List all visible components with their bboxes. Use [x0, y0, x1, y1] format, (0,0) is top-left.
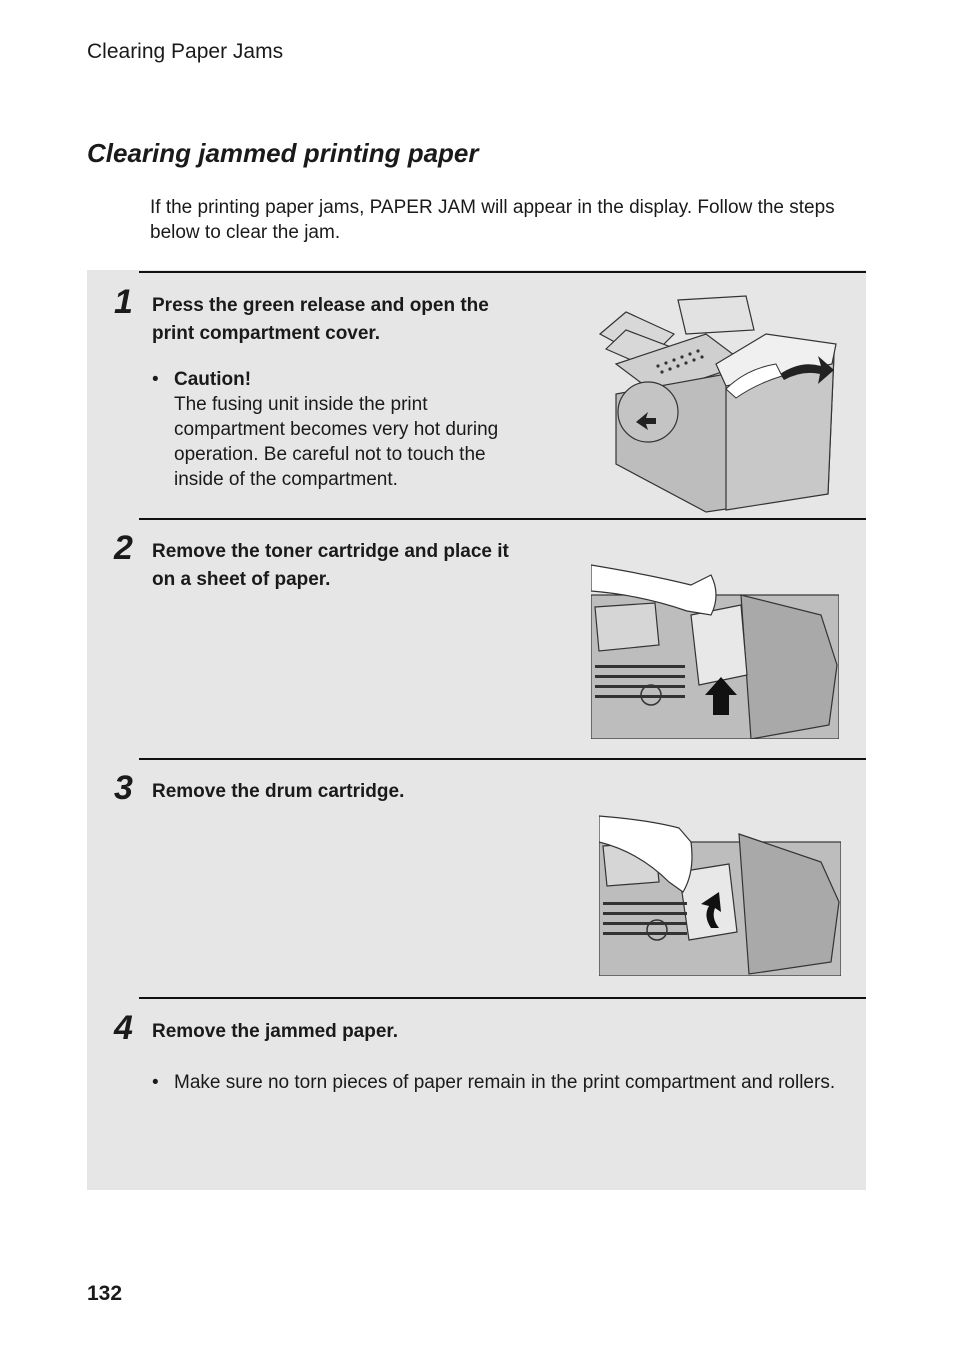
- caution-text: The fusing unit inside the print compartment becomes very hot during operation. Be careful not to touch the inside of the compartment.: [174, 394, 499, 490]
- step-4-rule: [139, 997, 866, 999]
- step-3-rule: [139, 758, 866, 760]
- step-4-bullet-text: Make sure no torn pieces of paper remain in the print compartment and rollers.: [174, 1072, 836, 1093]
- section-header: Clearing Paper Jams: [87, 40, 284, 63]
- caution-label: Caution!: [174, 369, 252, 390]
- step-4-number: 4: [114, 1009, 133, 1047]
- remove-drum-illustration: [599, 812, 841, 976]
- page-number: 132: [87, 1282, 123, 1305]
- remove-toner-illustration: [591, 555, 839, 739]
- step-2-title: Remove the toner cartridge and place it on a sheet of paper.: [152, 541, 509, 590]
- step-2-rule: [139, 518, 866, 520]
- fax-open-cover-illustration: [596, 294, 840, 514]
- step-4-title: Remove the jammed paper.: [152, 1021, 399, 1042]
- step-3-number: 3: [114, 769, 133, 807]
- intro-paragraph: If the printing paper jams, PAPER JAM will appear in the display. Follow the steps below to clear the jam.: [150, 197, 835, 243]
- step-1-rule: [139, 271, 866, 273]
- bullet-icon: •: [152, 369, 159, 390]
- step-1-title: Press the green release and open the print compartment cover.: [152, 295, 489, 344]
- step-1-number: 1: [114, 283, 133, 321]
- bullet-icon: •: [152, 1072, 159, 1093]
- step-2-number: 2: [114, 529, 133, 567]
- step-3-title: Remove the drum cartridge.: [152, 781, 405, 802]
- page-title: Clearing jammed printing paper: [87, 138, 479, 168]
